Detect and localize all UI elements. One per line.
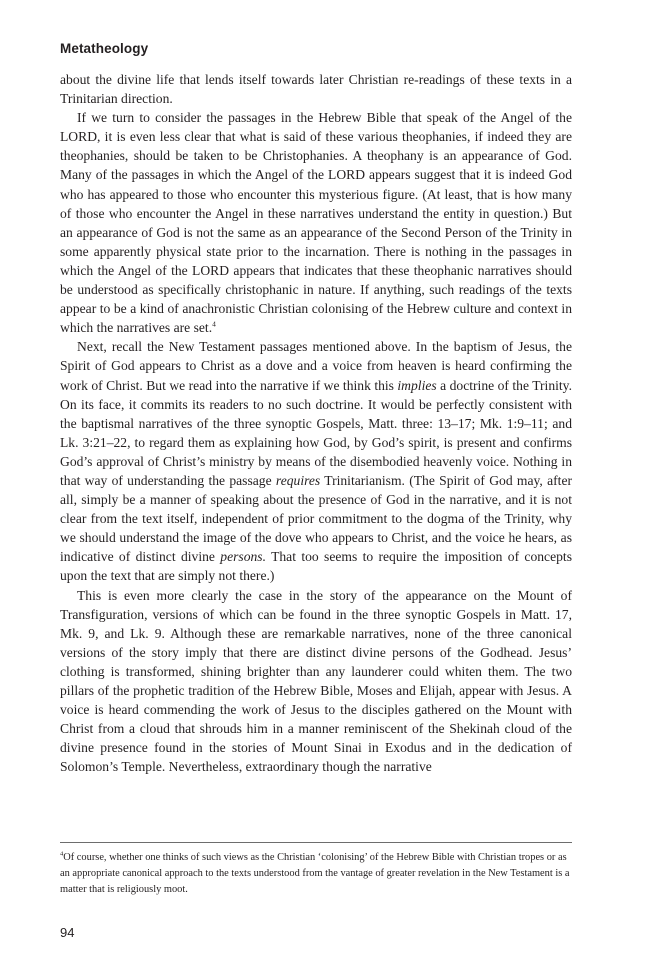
paragraph-2 <box>60 108 572 337</box>
emphasis-requires: requires <box>275 472 321 488</box>
footnote-marker: 4 <box>60 850 64 858</box>
paragraph-3-text-b: a doctrine of the Trinity. On its face, it commits its readers to no such doctrine. It would be perfectly consistent with the baptismal narratives of the three synoptic Gospels, Matt. three: 13–17; Mk. 1:9–11; and Lk. 3:21–22, to regard them as explaining how God, by God’s spirit, is present and confirms God’s approval of Christ’s ministry by means of the disembodied heavenly voice. Nothing in that way of understanding the passage <box>60 377 572 488</box>
emphasis-implies: implies <box>397 377 437 393</box>
emphasis-persons: persons. <box>220 549 266 565</box>
paragraph-4-text: This is even more clearly the case in the story of the appearance on the Mount of Transfiguration, versions of which can be found in the three synoptic Gospels in Matt. 17, Mk. 9, and Lk. 9. Although these are remarkable narratives, none of the three canonical versions of the story imply that there are distinct divine persons of the Godhead. Jesus’ clothing is transformed, shining brighter than any launderer could whiten them. The two pillars of the prophetic tradition of the Hebrew Bible, Moses and Elijah, appear with Jesus. A voice is heard commending the work of Jesus to the disciples gathered on the Mount with Christ from a cloud that shrouds him in a manner reminiscent of the Shekinah cloud of the divine presence found in the stories of Mount Sinai in Exodus and in the dedication of Solomon’s Temple. Nevertheless, extraordinary though the narrative <box>60 587 572 775</box>
footnote-text: Of course, whether one thinks of such views as the Christian ‘colonising’ of the Hebrew Bible with Christian tropes or as an appropriate canonical approach to the texts understood from the vantage of greater revelation in the New Testament is a matter that is religiously moot. <box>60 852 570 895</box>
footnote-divider <box>60 842 572 843</box>
footnote-reference-4: 4 <box>212 319 216 329</box>
running-head: Metatheology <box>60 41 149 56</box>
paragraph-1 <box>60 70 572 108</box>
paragraph-1-text: about the divine life that lends itself towards later Christian re-readings of these texts in a Trinitarian direction. <box>60 72 572 107</box>
paragraph-4 <box>60 586 572 777</box>
body-text <box>60 70 572 776</box>
paragraph-3-text-d: That too seems to require the imposition of concepts upon the text that are simply not there.) <box>60 549 572 584</box>
page-number: 94 <box>60 925 75 940</box>
paragraph-3-text-a: Next, recall the New Testament passages mentioned above. In the baptism of Jesus, the Spirit of God appears to Christ as a dove and a voice from heaven is heard confirming the work of Christ. But we read into the narrative if we think this <box>60 339 572 393</box>
paragraph-3-text-c: Trinitarianism. (The Spirit of God may, after all, simply be a manner of speaking about the presence of God in the narrative, and it is not clear from the text itself, independent of prior commitment to the dogma of the Trinity, why we should understand the image of the dove who appears to Christ, and the voice he hears, as indicative of distinct divine <box>60 472 572 565</box>
paragraph-3 <box>60 337 572 585</box>
paragraph-2-text: If we turn to consider the passages in the Hebrew Bible that speak of the Angel of the LORD, it is even less clear that what is said of these various theophanies, if indeed they are theophanies, should be taken to be Christophanies. A theophany is an appearance of God. Many of the passages in which the Angel of the LORD appears suggest that it is indeed God who has appeared to those who encounter this mysterious figure. (At least, that is how many of those who encounter the Angel in these narratives understand the entity in question.) But an appearance of God is not the same as an appearance of the Second Person of the Trinity in some apparently physical state prior to the incarnation. There is nothing in the passages in which the Angel of the LORD appears that indicates that these theophanic narratives should be understood as specifically christophanic in nature. If anything, such readings of the texts appear to be a kind of anachronistic Christian colonising of the Hebrew culture and context in which the narratives are set. <box>60 110 572 336</box>
footnote <box>60 850 572 898</box>
